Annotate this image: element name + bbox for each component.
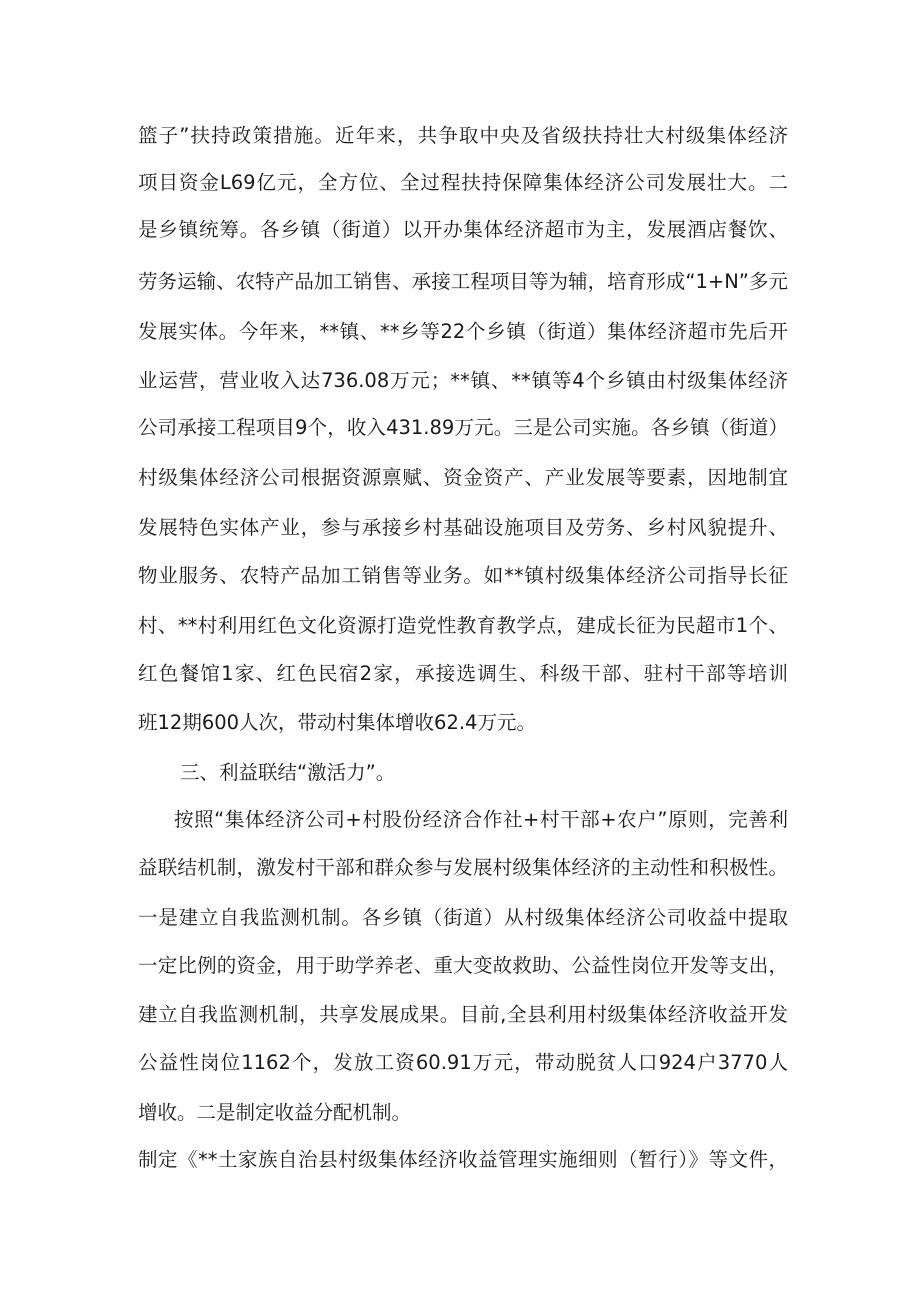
text-line: 篮子”扶持政策措施。近年来，共争取中央及省级扶持壮大村级集体经济 xyxy=(138,124,788,147)
text-line: 按照“集体经济公司+村股份经济合作社+村干部+农户”原则，完善利 xyxy=(174,808,788,831)
text-line: 村、**村利用红色文化资源打造党性教育教学点，建成长征为民超市1个、 xyxy=(138,614,788,637)
text-line: 物业服务、农特产品加工销售等业务。如**镇村级集体经济公司指导长征 xyxy=(138,564,788,587)
text-line: 业运营，营业收入达736.08万元；**镇、**镇等4个乡镇由村级集体经济 xyxy=(138,369,788,392)
text-line: 一是建立自我监测机制。各乡镇（街道）从村级集体经济公司收益中提取 xyxy=(138,906,788,929)
text-line: 红色餐馆1家、红色民宿2家，承接选调生、科级干部、驻村干部等培训 xyxy=(138,662,788,685)
text-line: 公益性岗位1162个，发放工资60.91万元，带动脱贫人口924户3770人 xyxy=(138,1051,788,1074)
text-line: 益联结机制，激发村干部和群众参与发展村级集体经济的主动性和积极性。 xyxy=(138,856,788,879)
text-line: 项目资金L69亿元，全方位、全过程扶持保障集体经济公司发展壮大。二 xyxy=(138,171,788,194)
text-line: 公司承接工程项目9个，收入431.89万元。三是公司实施。各乡镇（街道） xyxy=(138,416,788,439)
text-line: 劳务运输、农特产品加工销售、承接工程项目等为辅，培育形成“1+N”多元 xyxy=(138,270,788,293)
text-line: 增收。二是制定收益分配机制。 xyxy=(138,1101,412,1124)
text-line: 制定《**土家族自治县村级集体经济收益管理实施细则（暂行）》等文件， xyxy=(138,1148,788,1171)
text-line: 发展特色实体产业，参与承接乡村基础设施项目及劳务、乡村风貌提升、 xyxy=(138,516,788,539)
text-line: 村级集体经济公司根据资源禀赋、资金资产、产业发展等要素，因地制宜 xyxy=(138,466,788,489)
text-line: 是乡镇统筹。各乡镇（街道）以开办集体经济超市为主，发展酒店餐饮、 xyxy=(138,218,788,241)
text-line: 班12期600人次，带动村集体增收62.4万元。 xyxy=(138,711,536,734)
text-line: 建立自我监测机制，共享发展成果。目前,全县利用村级集体经济收益开发 xyxy=(138,1003,788,1026)
text-line: 发展实体。今年来，**镇、**乡等22个乡镇（街道）集体经济超市先后开 xyxy=(138,320,788,343)
text-line: 一定比例的资金，用于助学养老、重大变故救助、公益性岗位开发等支出， xyxy=(138,954,788,977)
section-heading: 三、利益联结“激活力”。 xyxy=(180,761,396,784)
